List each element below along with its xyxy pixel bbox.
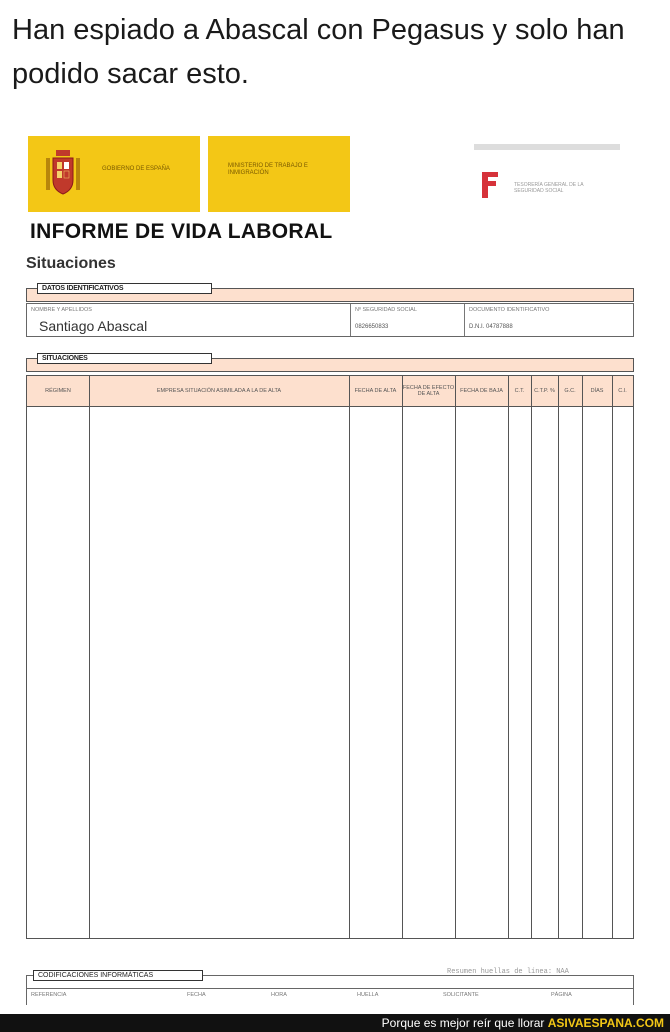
column-divider — [558, 376, 559, 938]
column-divider — [455, 376, 456, 938]
documento-label: DOCUMENTO IDENTIFICATIVO — [469, 307, 550, 313]
col-dias: DÍAS — [590, 387, 604, 394]
nombre-value: Santiago Abascal — [39, 318, 148, 334]
col-empresa: EMPRESA SITUACIÓN ASIMILADA A LA DE ALTA — [156, 387, 282, 394]
column-divider — [349, 376, 350, 938]
ministerio-logo-text: MINISTERIO DE TRABAJO E INMIGRACIÓN — [228, 163, 308, 176]
nombre-label: NOMBRE Y APELLIDOS — [31, 307, 92, 313]
header-gray-bar — [474, 144, 620, 150]
field-fecha: FECHA — [187, 992, 206, 998]
gobierno-logo — [28, 136, 200, 212]
table-header — [27, 376, 633, 407]
documento-field — [465, 304, 633, 336]
field-pagina: PÁGINA — [551, 992, 572, 998]
col-gc: G.C. — [564, 387, 576, 394]
col-fecha-efecto: FECHA DE EFECTO DE ALTA — [402, 384, 455, 397]
codificaciones-section — [26, 968, 634, 1005]
post-caption: Han espiado a Abascal con Pegasus y solo han podido sacar esto. — [12, 14, 625, 90]
report-title: INFORME DE VIDA LABORAL — [30, 220, 333, 243]
coat-of-arms-icon — [44, 148, 82, 198]
situaciones-section-bar — [26, 355, 634, 372]
nss-field — [351, 304, 465, 336]
datos-box — [26, 303, 634, 337]
situaciones-table — [26, 375, 634, 939]
col-ci: C.I. — [618, 387, 627, 394]
situaciones-section-tab: SITUACIONES — [37, 353, 212, 364]
watermark-footer — [0, 1014, 670, 1032]
column-divider — [402, 376, 403, 938]
column-divider — [612, 376, 613, 938]
codificaciones-row — [27, 988, 633, 1007]
footer-site: ASIVAESPANA.COM — [547, 1016, 664, 1030]
nss-value: 0826650833 — [355, 324, 389, 330]
field-huella: HUELLA — [357, 992, 379, 998]
col-fecha-baja: FECHA DE BAJA — [460, 387, 503, 394]
documento-value: D.N.I. 04787888 — [469, 324, 513, 330]
column-divider — [582, 376, 583, 938]
field-hora: HORA — [271, 992, 287, 998]
column-divider — [89, 376, 90, 938]
field-solicitante: SOLICITANTE — [443, 992, 479, 998]
datos-section-bar — [26, 285, 634, 302]
ministerio-logo — [208, 136, 350, 212]
column-divider — [508, 376, 509, 938]
footer-text: Porque es mejor reír que llorar — [381, 1016, 545, 1030]
codificaciones-resumen: Resumen huellas de línea: NAA — [447, 968, 569, 976]
report-subtitle: Situaciones — [26, 255, 116, 272]
col-regimen: RÉGIMEN — [45, 387, 71, 394]
seguridad-social-text: TESORERÍA GENERAL DE LA SEGURIDAD SOCIAL — [514, 182, 584, 194]
nombre-field — [27, 304, 351, 336]
field-referencia: REFERENCIA — [31, 992, 67, 998]
datos-section-tab: DATOS IDENTIFICATIVOS — [37, 283, 212, 294]
col-fecha-alta: FECHA DE ALTA — [354, 387, 397, 394]
codificaciones-tab: CODIFICACIONES INFORMÁTICAS — [33, 970, 203, 981]
col-ct: C.T. — [514, 387, 525, 394]
seguridad-social-logo-icon — [480, 170, 500, 200]
gobierno-logo-text: GOBIERNO DE ESPAÑA — [102, 166, 170, 172]
column-divider — [531, 376, 532, 938]
nss-label: Nº SEGURIDAD SOCIAL — [355, 307, 417, 313]
document-image — [22, 120, 642, 1005]
col-ctp: C.T.P. % — [534, 387, 555, 394]
